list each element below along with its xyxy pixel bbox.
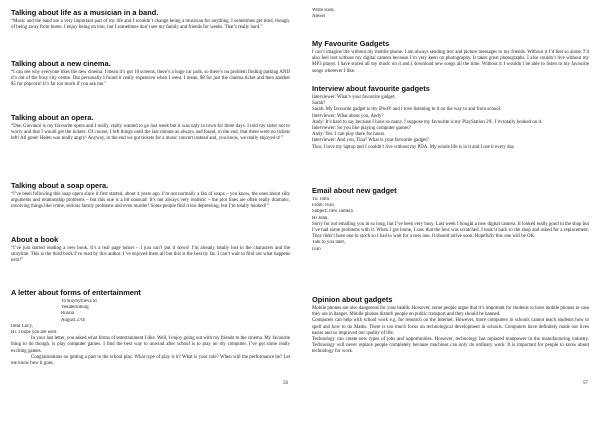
page-number: 57 xyxy=(583,381,588,386)
page-number: 56 xyxy=(283,381,288,386)
interview-line: Interviewer: And you, Tina? What is your favourite gadget? xyxy=(312,138,429,144)
interview-line: Interviewer: So you like playing computer games? xyxy=(312,126,411,132)
section-body: “I can see why everyone likes the new cinema. I mean it’s got 10 screens, there’s a huge car park, so there’s no problem finding parking AND it’s out of the busy city centre. But personally I found it really expensive when I went. I mean, $8 for just the cinema ticket and then another $5 for popcorn! It’s far too much if you ask me.” xyxy=(11,70,290,88)
email-from: From: Ivan xyxy=(312,203,334,209)
email-subject: Subject: new camera xyxy=(312,209,353,215)
letter-signoff: Write soon, xyxy=(312,8,335,13)
section-title: Talking about life as a musician in a band. xyxy=(11,8,159,17)
section-title: Talking about a soap opera. xyxy=(11,181,109,190)
interview-line: Sarah? xyxy=(312,101,326,107)
section-body: I can’t imagine life without my mobile phone. I am always sending text and picture messages to my friends. Without it I’d feel so alone. I’d also feel lost without my digital camera because I’m very keen on photography. It takes great photographs. I also couldn’t live without my MP3 player. I have stored all my music on it and I download new songs all the time. Without it I wouldn’t be able to listen to my favourite songs wherever I like. xyxy=(312,50,589,74)
email-body: Sorry for not emailing you in so long, but I’ve been very busy. Last week I bought a new digital camera. It looked really good in the shop but I’ve had some problems with it. When I got home, I saw that the lens was scratched. I took it back to the shop and asked for a replacement. They didn’t have one in stock so I had to wait for a new one. It should arrive soon. Hopefully this one will be OK. xyxy=(312,221,589,240)
letter-paragraph: Congratulations on getting a part in the school play. What type of play is it? What is your role? When will the performance be? Let me know how it goes. xyxy=(11,354,290,367)
section-opinion xyxy=(312,295,589,356)
letter-signature: Alexei xyxy=(312,14,326,20)
address-country: Russia xyxy=(61,311,75,317)
email-to: To: John xyxy=(312,197,329,202)
section-body: “Don Giovanni is my favourite opera and I really, really wanted to go last week but it was only in town for three days. I told my sister not to worry and that I would get the tickets. Of course, I left things until the last minute as always and found, in the end, that there were no tickets left! All gone! Helen was really angry! Anyway, in the end we got tickets for a music concert instead and, you know, we really enjoyed it!” xyxy=(11,124,290,142)
letter-paragraph: In your last letter, you asked what forms of entertainment I like. Well, I enjoy going out with my friends to the cinema. My favourite thing to do though, is play computer games. I find the best way to unwind after school is to play on my computer. I’ve got some really exciting games. xyxy=(11,336,291,354)
right-page xyxy=(300,0,600,424)
section-soap-opera xyxy=(11,181,290,211)
section-title: Talking about a new cinema. xyxy=(11,59,111,68)
section-title: Interview about favourite gadgets xyxy=(312,84,430,93)
section-opera xyxy=(11,113,290,143)
email-closing: Talk to you later, xyxy=(312,240,346,246)
section-musician xyxy=(11,8,290,31)
section-body: “Music and the band are a very important part of my life and I wouldn’t change being a musician for anything. I sometimes get tired, though, of being away from home. I enjoy being on tour, but I sometimes don’t see my family and friends for weeks. That’s really hard.” xyxy=(11,19,290,31)
section-book xyxy=(11,235,290,265)
section-title: Email about new gadget xyxy=(312,186,397,195)
letter-date: August 27th xyxy=(61,317,86,323)
interview-line: Interviewer: What’s your favourite gadget, xyxy=(312,95,396,100)
email-greeting: Hi John, xyxy=(312,215,329,221)
letter-ending xyxy=(312,8,589,20)
opinion-paragraph: Mobile phones are also dangerous for your health. However, some people argue that it’s important for students to have mobile phones in case they are in danger. Mobile phones disturb people on public transport and they should be banned. xyxy=(312,306,589,318)
interview-line: Andy: Yes. I can play there for hours. xyxy=(312,132,386,138)
interview-line: Andy: It’s hard to say because I have so many. I suppose my favourite is my PlayStation 2®. I’m totally hooked on it. xyxy=(312,119,543,125)
section-title: My Favourite Gadgets xyxy=(312,39,390,48)
address-street: 16 Kuybysheva St xyxy=(61,299,97,304)
address-city: Yekaterinburg xyxy=(61,305,89,311)
letter-opening: Hi. I hope you are well. xyxy=(11,330,58,336)
section-letter xyxy=(11,288,290,367)
section-body: “I’ve been following this soap opera since it first started, about 4 years ago. I’m not normally a fan of soaps – you know, the ones about silly arguments and relationship problems – but this one is a bit unusual! It’s not always very realistic – the plot lines are often really dramatic, involving things like crime, serious family problems and even murder! Some people find it too depressing, but I’m totally hooked!” xyxy=(11,192,290,210)
letter-salutation: Dear Lucy, xyxy=(11,323,33,329)
section-body: “I’ve just started reading a new book. It’s a real page turner – I just can’t put it down! I’m already totally lost in the characters and the storyline. This is the third book I’ve read by this author. I’ve enjoyed them all but this is the best by far. I can’t wait to find out what happens next!” xyxy=(11,246,290,264)
section-title: Talking about an opera. xyxy=(11,113,94,122)
section-title: About a book xyxy=(11,235,59,244)
opinion-paragraph: Technology can create new types of jobs and opportunities. However, technology has replaced manpower in the manufacturing industry. Technology will never replace people completely because machines can only do ordinary work. It is important for people to know about technology for work. xyxy=(312,337,589,355)
section-favourite-gadgets xyxy=(312,39,589,75)
section-title: A letter about forms of entertainment xyxy=(11,288,141,297)
interview-line: Tina: I love my laptop and I couldn’t live without my PDA. My whole life is in it and I use it every day. xyxy=(312,144,516,150)
opinion-paragraph: Computers can help with school work e.g. for research on the Internet. However, more computers in schools cannot teach students how to spell and how to do Maths. There is too much focus on technological development in schools. Computers have definitely made our lives easier and so improved our quality of life. xyxy=(312,318,589,336)
email-signature: Ivan xyxy=(312,246,321,252)
section-title: Opinion about gadgets xyxy=(312,295,393,304)
section-email xyxy=(312,186,589,253)
section-cinema xyxy=(11,59,290,89)
section-interview xyxy=(312,84,589,151)
interview-line: Sarah: My favourite gadget is my iPod® and I love listening to it on the way to and from school. xyxy=(312,107,502,113)
interview-line: Interviewer: What about you, Andy? xyxy=(312,113,384,119)
